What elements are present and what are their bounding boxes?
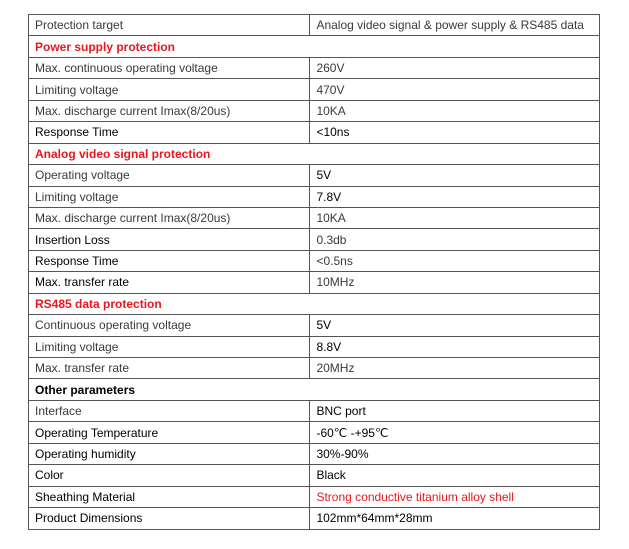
table-row — [29, 122, 600, 143]
row-label: Operating Temperature — [29, 422, 310, 443]
table-row — [29, 400, 600, 421]
row-value: 30%-90% — [310, 443, 600, 464]
row-value-highlight: Strong conductive titanium alloy shell — [310, 486, 600, 507]
row-value: 8.8V — [310, 336, 600, 357]
table-row — [29, 358, 600, 379]
table-row — [29, 250, 600, 271]
row-value: 102mm*64mm*28mm — [310, 508, 600, 529]
row-label: Continuous operating voltage — [29, 315, 310, 336]
row-label: Limiting voltage — [29, 79, 310, 100]
section-heading-rs485 — [29, 293, 600, 314]
table-row — [29, 443, 600, 464]
row-label: Max. continuous operating voltage — [29, 57, 310, 78]
table-row — [29, 336, 600, 357]
table-row — [29, 57, 600, 78]
row-value: 10KA — [310, 100, 600, 121]
section-title: Power supply protection — [29, 36, 600, 57]
row-label: Product Dimensions — [29, 508, 310, 529]
row-label: Response Time — [29, 250, 310, 271]
spec-table-container — [28, 14, 600, 530]
row-value: 20MHz — [310, 358, 600, 379]
table-row — [29, 272, 600, 293]
table-row — [29, 165, 600, 186]
row-label: Max. transfer rate — [29, 358, 310, 379]
header-label: Protection target — [29, 15, 310, 36]
table-row — [29, 315, 600, 336]
section-title: Analog video signal protection — [29, 143, 600, 164]
row-label: Max. discharge current Imax(8/20us) — [29, 207, 310, 228]
row-value: 5V — [310, 165, 600, 186]
table-row — [29, 207, 600, 228]
row-label: Sheathing Material — [29, 486, 310, 507]
table-row — [29, 422, 600, 443]
row-value: 5V — [310, 315, 600, 336]
section-title: Other parameters — [29, 379, 600, 400]
row-value: 470V — [310, 79, 600, 100]
row-value: <0.5ns — [310, 250, 600, 271]
table-row — [29, 486, 600, 507]
row-label: Response Time — [29, 122, 310, 143]
row-label: Max. discharge current Imax(8/20us) — [29, 100, 310, 121]
row-label: Operating humidity — [29, 443, 310, 464]
table-header-row — [29, 15, 600, 36]
table-row — [29, 508, 600, 529]
row-value: 260V — [310, 57, 600, 78]
row-label: Limiting voltage — [29, 186, 310, 207]
row-value: -60℃ -+95℃ — [310, 422, 600, 443]
table-row — [29, 186, 600, 207]
header-value: Analog video signal & power supply & RS485 data — [310, 15, 600, 36]
row-label: Limiting voltage — [29, 336, 310, 357]
row-value: <10ns — [310, 122, 600, 143]
row-label: Operating voltage — [29, 165, 310, 186]
section-heading-analog-video — [29, 143, 600, 164]
row-value: 10KA — [310, 207, 600, 228]
row-value: 10MHz — [310, 272, 600, 293]
row-value: 7.8V — [310, 186, 600, 207]
row-label: Max. transfer rate — [29, 272, 310, 293]
table-row — [29, 229, 600, 250]
row-value: 0.3db — [310, 229, 600, 250]
table-row — [29, 100, 600, 121]
section-heading-power — [29, 36, 600, 57]
spec-table — [28, 14, 600, 530]
table-row — [29, 465, 600, 486]
section-title: RS485 data protection — [29, 293, 600, 314]
section-heading-other — [29, 379, 600, 400]
row-label: Interface — [29, 400, 310, 421]
row-label: Insertion Loss — [29, 229, 310, 250]
row-label: Color — [29, 465, 310, 486]
row-value: Black — [310, 465, 600, 486]
row-value: BNC port — [310, 400, 600, 421]
table-row — [29, 79, 600, 100]
